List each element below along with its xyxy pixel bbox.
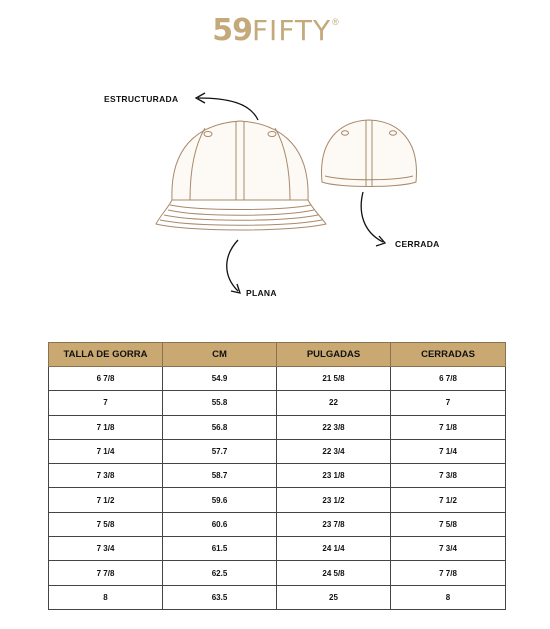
table-cell: 7 3/8 [391, 464, 506, 488]
label-closed: CERRADA [395, 239, 440, 249]
arrow-closed-icon [361, 192, 385, 246]
table-cell: 7 7/8 [391, 561, 506, 585]
table-cell: 60.6 [163, 512, 277, 536]
header-inches: PULGADAS [277, 343, 391, 367]
table-cell: 7 [49, 391, 163, 415]
registered-mark: ® [332, 17, 339, 27]
table-cell: 7 3/4 [391, 537, 506, 561]
table-cell: 7 [391, 391, 506, 415]
table-cell: 63.5 [163, 585, 277, 609]
table-cell: 22 [277, 391, 391, 415]
table-row [49, 464, 506, 488]
table-cell: 61.5 [163, 537, 277, 561]
table-cell: 7 1/4 [391, 439, 506, 463]
table-cell: 8 [49, 585, 163, 609]
table-cell: 6 7/8 [391, 367, 506, 391]
table-row [49, 439, 506, 463]
table-cell: 7 1/2 [49, 488, 163, 512]
header-cap-size: TALLA DE GORRA [49, 343, 163, 367]
arrow-flat-icon [227, 240, 240, 293]
table-row [49, 585, 506, 609]
table-cell: 21 5/8 [277, 367, 391, 391]
header-closed: CERRADAS [391, 343, 506, 367]
table-row [49, 367, 506, 391]
arrow-structured-icon [196, 93, 258, 120]
table-cell: 24 1/4 [277, 537, 391, 561]
structured-cap-illustration [156, 121, 326, 230]
table-cell: 7 1/2 [391, 488, 506, 512]
table-cell: 22 3/8 [277, 415, 391, 439]
table-cell: 7 5/8 [49, 512, 163, 536]
table-cell: 7 1/4 [49, 439, 163, 463]
table-cell: 23 1/8 [277, 464, 391, 488]
table-cell: 56.8 [163, 415, 277, 439]
table-cell: 55.8 [163, 391, 277, 415]
table-row [49, 537, 506, 561]
logo-number: 59 [212, 13, 252, 48]
table-header-row [49, 343, 506, 367]
table-row [49, 415, 506, 439]
table-row [49, 391, 506, 415]
table-cell: 24 5/8 [277, 561, 391, 585]
table-cell: 23 7/8 [277, 512, 391, 536]
logo-word: FIFTY [251, 14, 332, 47]
label-flat: PLANA [246, 288, 277, 298]
table-cell: 59.6 [163, 488, 277, 512]
table-cell: 22 3/4 [277, 439, 391, 463]
closed-cap-illustration [322, 120, 417, 187]
table-cell: 57.7 [163, 439, 277, 463]
table-cell: 7 5/8 [391, 512, 506, 536]
table-row [49, 512, 506, 536]
table-cell: 23 1/2 [277, 488, 391, 512]
table-cell: 6 7/8 [49, 367, 163, 391]
table-cell: 7 7/8 [49, 561, 163, 585]
table-cell: 7 1/8 [49, 415, 163, 439]
table-cell: 7 1/8 [391, 415, 506, 439]
table-cell: 54.9 [163, 367, 277, 391]
table-cell: 62.5 [163, 561, 277, 585]
table-cell: 58.7 [163, 464, 277, 488]
table-row [49, 561, 506, 585]
size-chart-table [48, 342, 506, 610]
table-cell: 25 [277, 585, 391, 609]
table-cell: 7 3/8 [49, 464, 163, 488]
label-structured: ESTRUCTURADA [104, 94, 179, 104]
brand-logo [0, 13, 550, 48]
header-cm: CM [163, 343, 277, 367]
table-row [49, 488, 506, 512]
cap-illustrations [0, 60, 550, 310]
table-cell: 7 3/4 [49, 537, 163, 561]
table-cell: 8 [391, 585, 506, 609]
